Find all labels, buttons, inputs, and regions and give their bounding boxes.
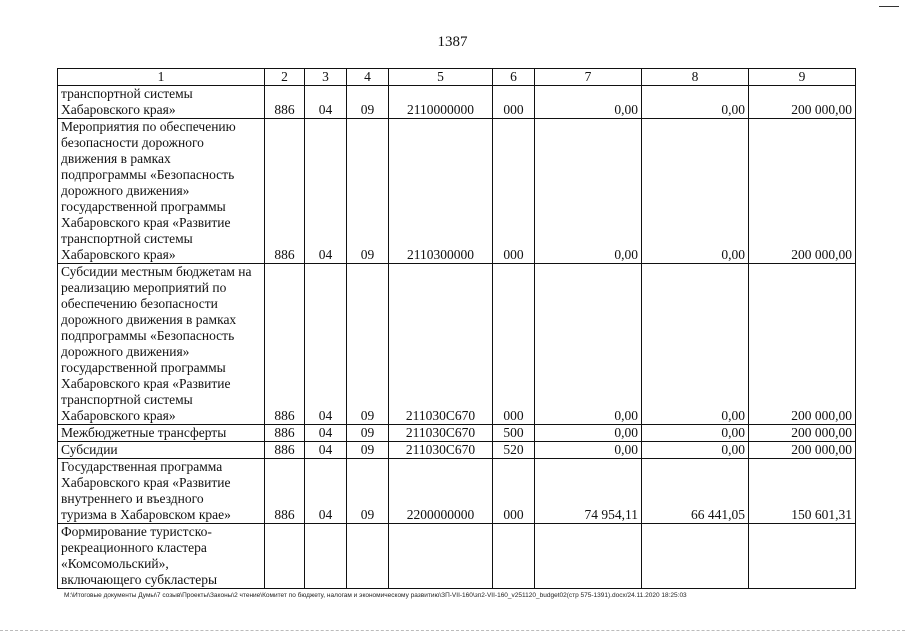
header-col-7: 7 bbox=[535, 69, 642, 86]
row-name-line: Хабаровского края» bbox=[61, 247, 176, 262]
row-name-cell bbox=[58, 442, 265, 459]
expense-type-cell bbox=[493, 524, 535, 589]
row-name-line: Хабаровского края «Развитие bbox=[61, 475, 231, 490]
amount-cell-8: 0,00 bbox=[642, 86, 749, 119]
row-name-line: Субсидии местным бюджетам на bbox=[61, 264, 252, 279]
amount-cell-8: 0,00 bbox=[642, 442, 749, 459]
row-name-line: дорожного движения» bbox=[61, 344, 190, 359]
row-name-line: туризма в Хабаровском крае» bbox=[61, 507, 231, 522]
row-name-line: государственной программы bbox=[61, 360, 226, 375]
row-name-cell bbox=[58, 524, 265, 589]
row-name-line: Субсидии bbox=[61, 442, 118, 457]
row-name-line: включающего субкластеры bbox=[61, 572, 218, 587]
admin-code-cell: 886 bbox=[265, 425, 305, 442]
header-col-6: 6 bbox=[493, 69, 535, 86]
subsection-code-cell: 09 bbox=[347, 86, 389, 119]
expense-type-cell: 520 bbox=[493, 442, 535, 459]
admin-code-cell: 886 bbox=[265, 442, 305, 459]
row-name-line: Формирование туристско- bbox=[61, 524, 212, 539]
row-name-line: реализацию мероприятий по bbox=[61, 280, 227, 295]
corner-mark bbox=[879, 6, 899, 7]
amount-cell-7: 0,00 bbox=[535, 425, 642, 442]
amount-cell-8: 66 441,05 bbox=[642, 459, 749, 524]
subsection-code-cell bbox=[347, 524, 389, 589]
row-name-line: подпрограммы «Безопасность bbox=[61, 167, 235, 182]
header-col-2: 2 bbox=[265, 69, 305, 86]
row-name-line: Государственная программа bbox=[61, 459, 223, 474]
amount-cell-9 bbox=[749, 524, 856, 589]
table-body bbox=[58, 86, 856, 589]
admin-code-cell: 886 bbox=[265, 459, 305, 524]
amount-cell-9: 150 601,31 bbox=[749, 459, 856, 524]
row-name-line: дорожного движения в рамках bbox=[61, 312, 237, 327]
row-name-cell bbox=[58, 459, 265, 524]
amount-cell-7 bbox=[535, 524, 642, 589]
section-code-cell bbox=[305, 524, 347, 589]
row-name-line: «Комсомольский», bbox=[61, 556, 169, 571]
amount-cell-7: 74 954,11 bbox=[535, 459, 642, 524]
subsection-code-cell: 09 bbox=[347, 442, 389, 459]
target-article-cell: 211030С670 bbox=[389, 425, 493, 442]
amount-cell-7: 0,00 bbox=[535, 442, 642, 459]
amount-cell-8: 0,00 bbox=[642, 425, 749, 442]
amount-cell-8: 0,00 bbox=[642, 119, 749, 264]
table-row bbox=[58, 425, 856, 442]
row-name-cell bbox=[58, 425, 265, 442]
target-article-cell: 211030С670 bbox=[389, 442, 493, 459]
row-name-cell bbox=[58, 119, 265, 264]
section-code-cell: 04 bbox=[305, 264, 347, 425]
table-row bbox=[58, 459, 856, 524]
subsection-code-cell: 09 bbox=[347, 264, 389, 425]
section-code-cell: 04 bbox=[305, 442, 347, 459]
table-row bbox=[58, 119, 856, 264]
amount-cell-9: 200 000,00 bbox=[749, 119, 856, 264]
amount-cell-8 bbox=[642, 524, 749, 589]
amount-cell-9: 200 000,00 bbox=[749, 425, 856, 442]
amount-cell-9: 200 000,00 bbox=[749, 264, 856, 425]
row-name-line: государственной программы bbox=[61, 199, 226, 214]
header-col-1: 1 bbox=[58, 69, 265, 86]
header-row bbox=[58, 69, 856, 86]
admin-code-cell bbox=[265, 524, 305, 589]
row-name-line: Мероприятия по обеспечению bbox=[61, 119, 236, 134]
row-name-line: рекреационного кластера bbox=[61, 540, 207, 555]
target-article-cell: 2200000000 bbox=[389, 459, 493, 524]
subsection-code-cell: 09 bbox=[347, 425, 389, 442]
row-name-line: транспортной системы bbox=[61, 392, 193, 407]
target-article-cell: 211030С670 bbox=[389, 264, 493, 425]
table-row bbox=[58, 442, 856, 459]
amount-cell-7: 0,00 bbox=[535, 264, 642, 425]
header-col-8: 8 bbox=[642, 69, 749, 86]
table-row bbox=[58, 264, 856, 425]
amount-cell-9: 200 000,00 bbox=[749, 86, 856, 119]
table-row bbox=[58, 86, 856, 119]
section-code-cell: 04 bbox=[305, 459, 347, 524]
target-article-cell: 2110000000 bbox=[389, 86, 493, 119]
row-name-cell bbox=[58, 264, 265, 425]
amount-cell-7: 0,00 bbox=[535, 86, 642, 119]
amount-cell-7: 0,00 bbox=[535, 119, 642, 264]
row-name-line: безопасности дорожного bbox=[61, 135, 204, 150]
row-name-line: обеспечению безопасности bbox=[61, 296, 218, 311]
admin-code-cell: 886 bbox=[265, 119, 305, 264]
section-code-cell: 04 bbox=[305, 425, 347, 442]
target-article-cell: 2110300000 bbox=[389, 119, 493, 264]
budget-table bbox=[57, 68, 856, 589]
expense-type-cell: 000 bbox=[493, 459, 535, 524]
amount-cell-8: 0,00 bbox=[642, 264, 749, 425]
header-col-5: 5 bbox=[389, 69, 493, 86]
row-name-line: транспортной системы bbox=[61, 86, 193, 101]
row-name-line: движения в рамках bbox=[61, 151, 171, 166]
header-col-9: 9 bbox=[749, 69, 856, 86]
subsection-code-cell: 09 bbox=[347, 459, 389, 524]
target-article-cell bbox=[389, 524, 493, 589]
page-number: 1387 bbox=[437, 34, 468, 50]
row-name-line: Хабаровского края «Развитие bbox=[61, 376, 231, 391]
row-name-line: Хабаровского края» bbox=[61, 102, 176, 117]
row-name-line: транспортной системы bbox=[61, 231, 193, 246]
expense-type-cell: 000 bbox=[493, 119, 535, 264]
section-code-cell: 04 bbox=[305, 86, 347, 119]
header-col-4: 4 bbox=[347, 69, 389, 86]
subsection-code-cell: 09 bbox=[347, 119, 389, 264]
row-name-line: дорожного движения» bbox=[61, 183, 190, 198]
expense-type-cell: 000 bbox=[493, 86, 535, 119]
row-name-line: Хабаровского края» bbox=[61, 408, 176, 423]
section-code-cell: 04 bbox=[305, 119, 347, 264]
page-bottom-edge bbox=[0, 630, 905, 632]
expense-type-cell: 000 bbox=[493, 264, 535, 425]
row-name-line: Хабаровского края «Развитие bbox=[61, 215, 231, 230]
admin-code-cell: 886 bbox=[265, 264, 305, 425]
table-row bbox=[58, 524, 856, 589]
row-name-line: Межбюджетные трансферты bbox=[61, 425, 227, 440]
expense-type-cell: 500 bbox=[493, 425, 535, 442]
row-name-cell bbox=[58, 86, 265, 119]
header-col-3: 3 bbox=[305, 69, 347, 86]
row-name-line: внутреннего и въездного bbox=[61, 491, 204, 506]
row-name-line: подпрограммы «Безопасность bbox=[61, 328, 235, 343]
admin-code-cell: 886 bbox=[265, 86, 305, 119]
footer-file-path: M:\Итоговые документы Думы\7 созыв\Проекты\Законы\2 чтение\Комитет по бюджету, налогам и экономическому развитию\ЗП-VII-160\зп2-VII-160_v251120_budget02(стр 575-1391).docx/24.11.2020 18:25:03 bbox=[64, 592, 687, 599]
amount-cell-9: 200 000,00 bbox=[749, 442, 856, 459]
